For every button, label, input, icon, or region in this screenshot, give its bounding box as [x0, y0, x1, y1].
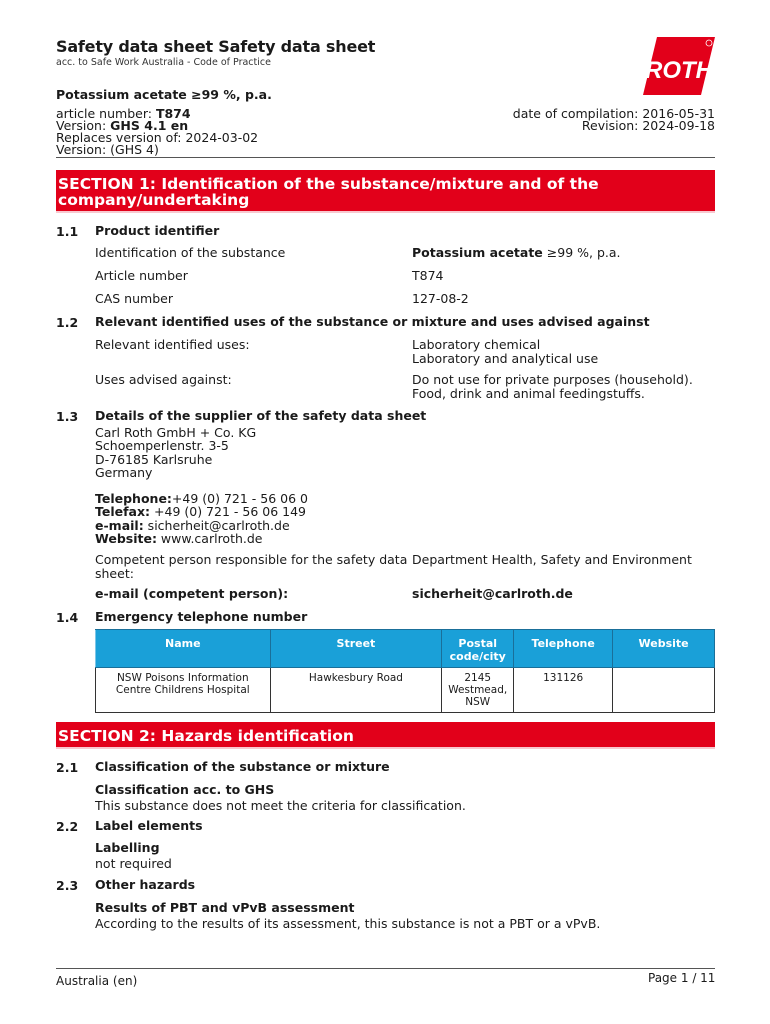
revision-date: Revision: 2024-09-18 — [581, 118, 715, 133]
article-number: article number: T874 — [56, 106, 191, 121]
footer-divider — [56, 968, 715, 969]
labelling-text: not required — [95, 856, 172, 871]
page-number: Page 1 / 11 — [648, 971, 716, 985]
uses-advised-against-value: Do not use for private purposes (household). Food, drink and animal feedingstuffs. — [412, 372, 693, 401]
section-1-3-title: Details of the supplier of the safety data sheet — [95, 408, 427, 423]
cell-website — [613, 668, 715, 713]
cell-telephone: 131126 — [514, 668, 613, 713]
product-name: Potassium acetate ≥99 %, p.a. — [56, 87, 272, 102]
table-row — [96, 668, 715, 713]
logo-text: ROTH — [645, 57, 713, 84]
section-2-2-number: 2.2 — [56, 819, 79, 834]
section-1-1-number: 1.1 — [56, 224, 79, 239]
telephone-line: Telephone:+49 (0) 721 - 56 06 0 — [95, 491, 308, 506]
replaces-version: Replaces version of: 2024-03-02 — [56, 130, 259, 145]
cas-number-value: 127-08-2 — [412, 291, 469, 306]
document-subtitle: acc. to Safe Work Australia - Code of Practice — [56, 57, 271, 68]
header-postal: Postal code/city — [442, 630, 514, 668]
cas-number-label: CAS number — [95, 291, 173, 306]
header-name: Name — [96, 630, 271, 668]
section-1-1-title: Product identifier — [95, 223, 220, 238]
section-2-3-number: 2.3 — [56, 878, 79, 893]
relevant-uses-value: Laboratory chemical Laboratory and analytical use — [412, 337, 599, 366]
competent-person-label: Competent person responsible for the safety data sheet: — [95, 552, 408, 581]
pbt-assessment-text: According to the results of its assessment, this substance is not a PBT or a vPvB. — [95, 916, 601, 931]
email-line: e-mail: sicherheit@carlroth.de — [95, 517, 290, 533]
footer-locale: Australia (en) — [56, 974, 138, 988]
supplier-contacts — [95, 492, 308, 545]
section-1-2-number: 1.2 — [56, 315, 79, 330]
competent-email-label: e-mail (competent person): — [95, 586, 289, 601]
date-of-compilation: date of compilation: 2016-05-31 — [512, 106, 715, 121]
substance-id-label: Identification of the substance — [95, 245, 286, 260]
document-title: Safety data sheet Safety data sheet — [56, 37, 376, 56]
cell-postal: 2145 Westmead, NSW — [442, 668, 514, 713]
section-2-1-number: 2.1 — [56, 760, 79, 775]
header-website: Website — [613, 630, 715, 668]
section-2-1-title: Classification of the substance or mixture — [95, 759, 390, 774]
relevant-uses-label: Relevant identified uses: — [95, 337, 250, 352]
section-1-4-title: Emergency telephone number — [95, 609, 308, 624]
cell-street: Hawkesbury Road — [270, 668, 442, 713]
cell-name: NSW Poisons Information Centre Childrens Hospital — [96, 668, 271, 713]
header-street: Street — [270, 630, 442, 668]
telefax-line: Telefax: +49 (0) 721 - 56 06 149 — [95, 504, 306, 520]
section-1-3-number: 1.3 — [56, 409, 79, 424]
article-number-value: T874 — [412, 268, 444, 283]
version: Version: GHS 4.1 en — [56, 118, 189, 133]
header-telephone: Telephone — [514, 630, 613, 668]
section-2-2-title: Label elements — [95, 818, 203, 833]
labelling-title: Labelling — [95, 840, 160, 855]
section-2-header: SECTION 2: Hazards identification — [56, 722, 715, 749]
classification-text: This substance does not meet the criteria for classification. — [95, 798, 466, 813]
section-1-header: SECTION 1: Identification of the substance/mixture and of the company/undertaking — [56, 170, 715, 213]
section-1-2-title: Relevant identified uses of the substance or mixture and uses advised against — [95, 314, 650, 329]
website-line: Website: www.carlroth.de — [95, 530, 263, 546]
supplier-address: Carl Roth GmbH + Co. KG Schoemperlenstr. 3-5 D-76185 Karlsruhe Germany — [95, 425, 257, 480]
roth-logo — [643, 37, 715, 95]
header-divider — [56, 157, 715, 158]
emergency-table — [95, 629, 715, 713]
pbt-assessment-title: Results of PBT and vPvB assessment — [95, 900, 355, 915]
article-number-label: Article number — [95, 268, 188, 283]
classification-ghs-title: Classification acc. to GHS — [95, 782, 275, 797]
replaces-ghs-version: Version: (GHS 4) — [56, 142, 159, 157]
competent-person-value: Department Health, Safety and Environment — [412, 552, 692, 567]
emergency-table-header — [96, 630, 715, 668]
competent-email-value[interactable]: sicherheit@carlroth.de — [412, 586, 573, 601]
section-2-3-title: Other hazards — [95, 877, 196, 892]
substance-id-value: Potassium acetate ≥99 %, p.a. — [412, 245, 621, 260]
section-1-4-number: 1.4 — [56, 610, 79, 625]
uses-advised-against-label: Uses advised against: — [95, 372, 232, 387]
